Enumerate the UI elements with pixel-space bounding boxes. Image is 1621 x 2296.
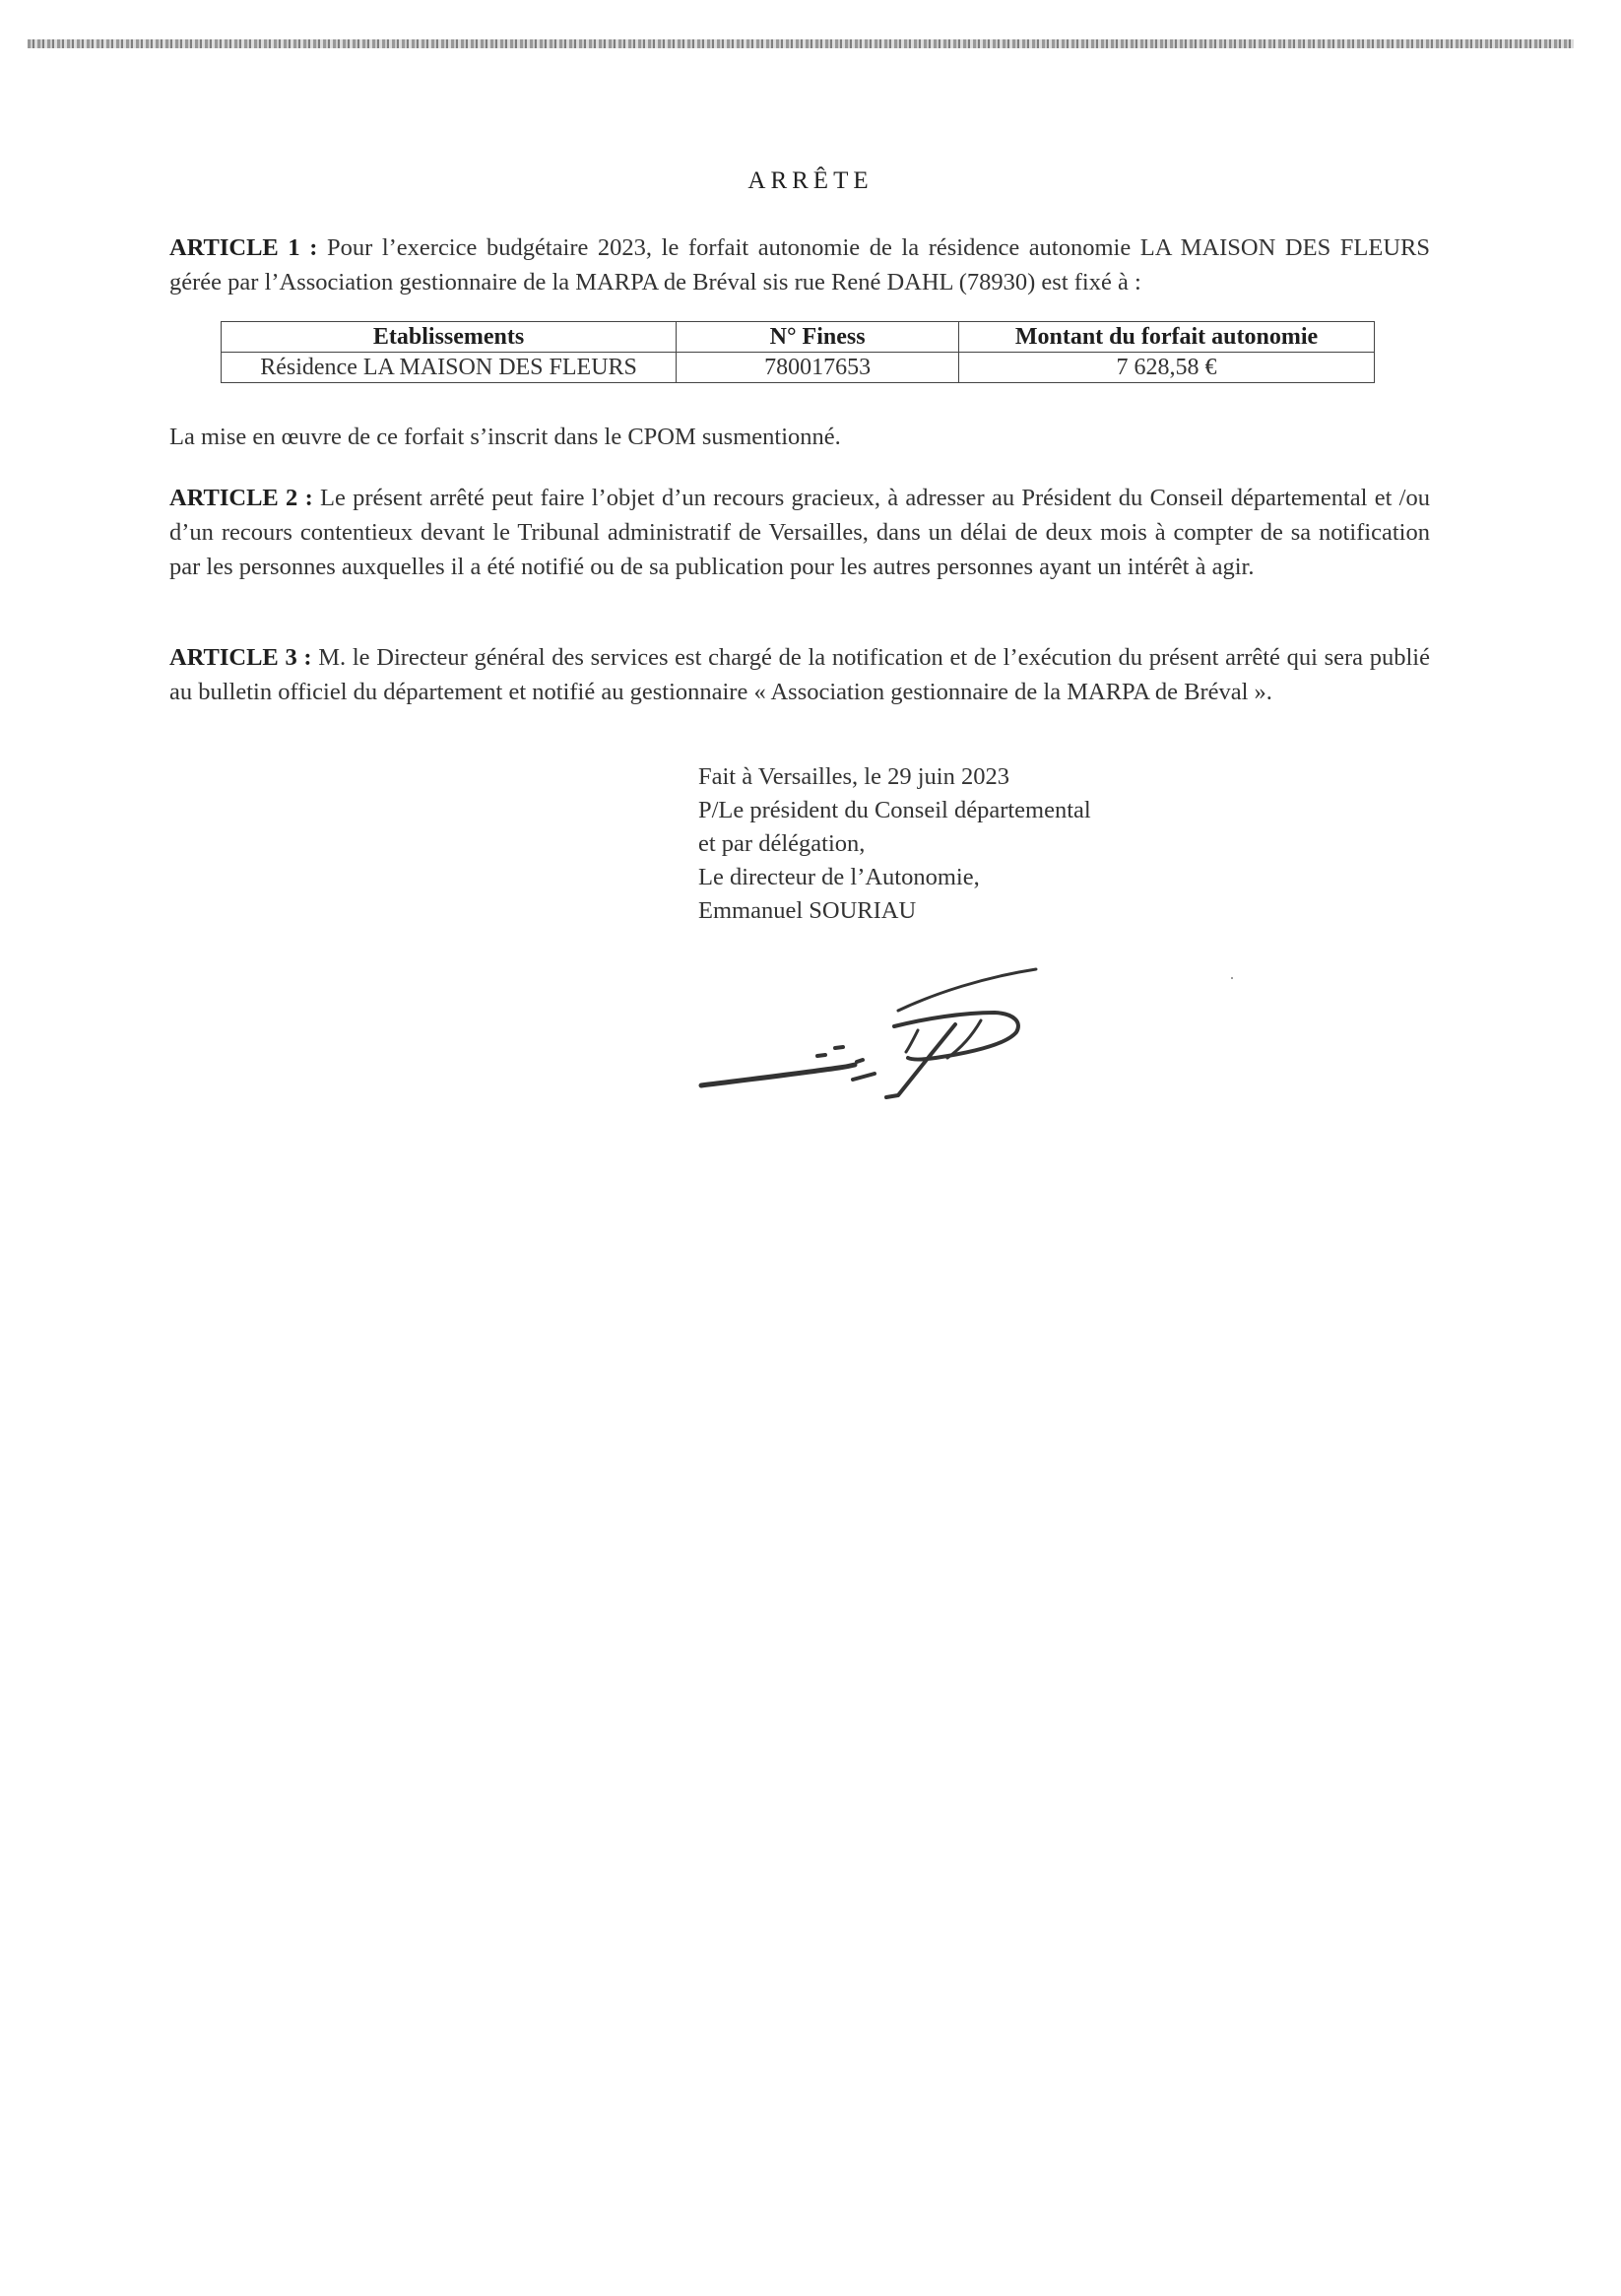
article-2: [169, 481, 1430, 584]
signature-block: [698, 760, 1091, 928]
table-header-etablissements: Etablissements: [222, 322, 677, 353]
table-header-finess: N° Finess: [677, 322, 959, 353]
mise-en-oeuvre-paragraph: La mise en œuvre de ce forfait s’inscrit dans le CPOM susmentionné.: [169, 424, 841, 450]
article-3-label: ARTICLE 3 :: [169, 644, 312, 671]
article-2-label: ARTICLE 2 :: [169, 485, 313, 511]
scan-header-strip: [28, 39, 1574, 48]
table-row: [222, 353, 1375, 383]
article-3: [169, 640, 1430, 709]
signature-place-date: Fait à Versailles, le 29 juin 2023: [698, 763, 1009, 790]
table-cell-montant: 7 628,58 €: [959, 353, 1375, 383]
article-3-text: M. le Directeur général des services est chargé de la notification et de l’exécution du présent arrêté qui sera publié au bulletin officiel du département et notifié au gestionnaire « Association gestionnaire de la MARPA de Bréval ».: [169, 644, 1430, 705]
signature-role: P/Le président du Conseil départemental: [698, 797, 1091, 823]
article-1-label: ARTICLE 1 :: [169, 234, 318, 261]
article-1: [169, 230, 1430, 299]
table-cell-etablissement: Résidence LA MAISON DES FLEURS: [222, 353, 677, 383]
handwritten-signature: [689, 957, 1083, 1105]
signature-name: Emmanuel SOURIAU: [698, 897, 917, 924]
document-title: ARRÊTE: [747, 167, 874, 194]
article-2-text: Le présent arrêté peut faire l’objet d’un recours gracieux, à adresser au Président du Conseil départemental et /ou d’un recours contentieux devant le Tribunal administratif de Versailles, dans un délai de deux mois à compter de sa notification par les personnes auxquelles il a été notifié ou de sa publication pour les autres personnes ayant un intérêt à agir.: [169, 485, 1430, 580]
table-header-row: [222, 322, 1375, 353]
table-header-montant: Montant du forfait autonomie: [959, 322, 1375, 353]
article-1-text: Pour l’exercice budgétaire 2023, le forfait autonomie de la résidence autonomie LA MAISON DES FLEURS gérée par l’Association gestionnaire de la MARPA de Bréval sis rue René DAHL (78930) est fixé à :: [169, 234, 1430, 295]
signature-delegation: et par délégation,: [698, 830, 866, 857]
forfait-table: [221, 321, 1375, 383]
scan-speck: [1231, 977, 1233, 979]
table-cell-finess: 780017653: [677, 353, 959, 383]
signature-director-title: Le directeur de l’Autonomie,: [698, 864, 980, 890]
